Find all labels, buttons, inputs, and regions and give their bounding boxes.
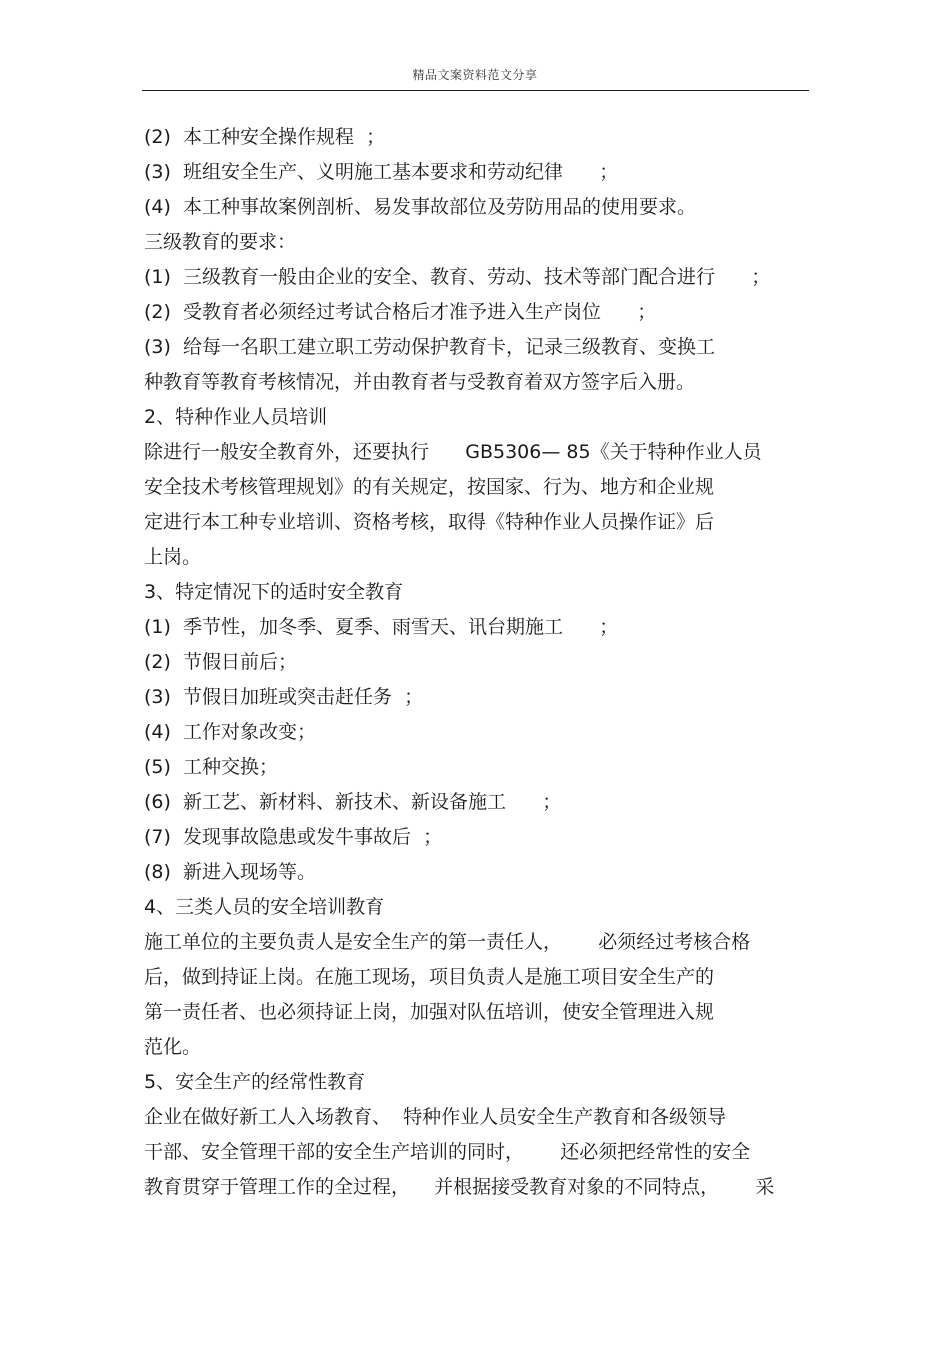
text-line: 第一责任者、也必须持证上岗，加强对队伍培训，使安全管理进入规	[144, 1001, 715, 1023]
text-line: (4) 本工种事故案例剖析、易发事故部位及劳防用品的使用要求。	[144, 196, 696, 218]
section-heading: 5、安全生产的经常性教育	[144, 1071, 366, 1093]
text-line: 干部、安全管理干部的安全生产培训的同时， 还必须把经常性的安全	[144, 1141, 751, 1163]
section-subheading: 三级教育的要求：	[144, 231, 297, 253]
section-heading: 3、特定情况下的适时安全教育	[144, 581, 404, 603]
page-header-title: 精品文案资料范文分享	[412, 68, 538, 82]
header-divider	[142, 90, 809, 91]
section-heading: 4、三类人员的安全培训教育	[144, 896, 385, 918]
text-line: 教育贯穿于管理工作的全过程， 并根据接受教育对象的不同特点， 采	[144, 1176, 775, 1198]
text-line: 种教育等教育考核情况，并由教育者与受教育着双方签字后入册。	[144, 371, 696, 393]
text-line: 后，做到持证上岗。在施工现场，项目负责人是施工项目安全生产的	[144, 966, 715, 988]
text-line: (3) 班组安全生产、义明施工基本要求和劳动纪律 ；	[144, 161, 619, 183]
text-line: (2) 本工种安全操作规程 ；	[144, 126, 386, 148]
text-line: (8) 新进入现场等。	[144, 861, 316, 883]
text-line: 安全技术考核管理规划》的有关规定，按国家、行为、地方和企业规	[144, 476, 715, 498]
text-line: (3) 节假日加班或突击赶任务 ；	[144, 686, 424, 708]
text-line: (7) 发现事故隐患或发牛事故后 ；	[144, 826, 443, 848]
text-line: 除进行一般安全教育外，还要执行 GB5306— 85《关于特种作业人员	[144, 441, 762, 463]
text-line: (3) 给每一名职工建立职工劳动保护教育卡，记录三级教育、变换工	[144, 336, 715, 358]
text-line: (4) 工作对象改变；	[144, 721, 316, 743]
text-line: (5) 工种交换；	[144, 756, 278, 778]
section-heading: 2、特种作业人员培训	[144, 406, 328, 428]
text-line: (2) 受教育者必须经过考试合格后才准予进入生产岗位 ；	[144, 301, 657, 323]
text-line: 上岗。	[144, 546, 202, 568]
text-line: (1) 季节性，加冬季、夏季、雨雪天、讯台期施工 ；	[144, 616, 619, 638]
document-body	[144, 120, 809, 1205]
text-line: (6) 新工艺、新材料、新技术、新设备施工 ；	[144, 791, 562, 813]
text-line: 定进行本工种专业培训、资格考核，取得《特种作业人员操作证》后	[144, 511, 715, 533]
text-line: 施工单位的主要负责人是安全生产的第一责任人， 必须经过考核合格	[144, 931, 751, 953]
text-line: 企业在做好新工人入场教育、 特种作业人员安全生产教育和各级领导	[144, 1106, 727, 1128]
text-line: 范化。	[144, 1036, 202, 1058]
text-line: (1) 三级教育一般由企业的安全、教育、劳动、技术等部门配合进行 ；	[144, 266, 771, 288]
text-line: (2) 节假日前后；	[144, 651, 297, 673]
